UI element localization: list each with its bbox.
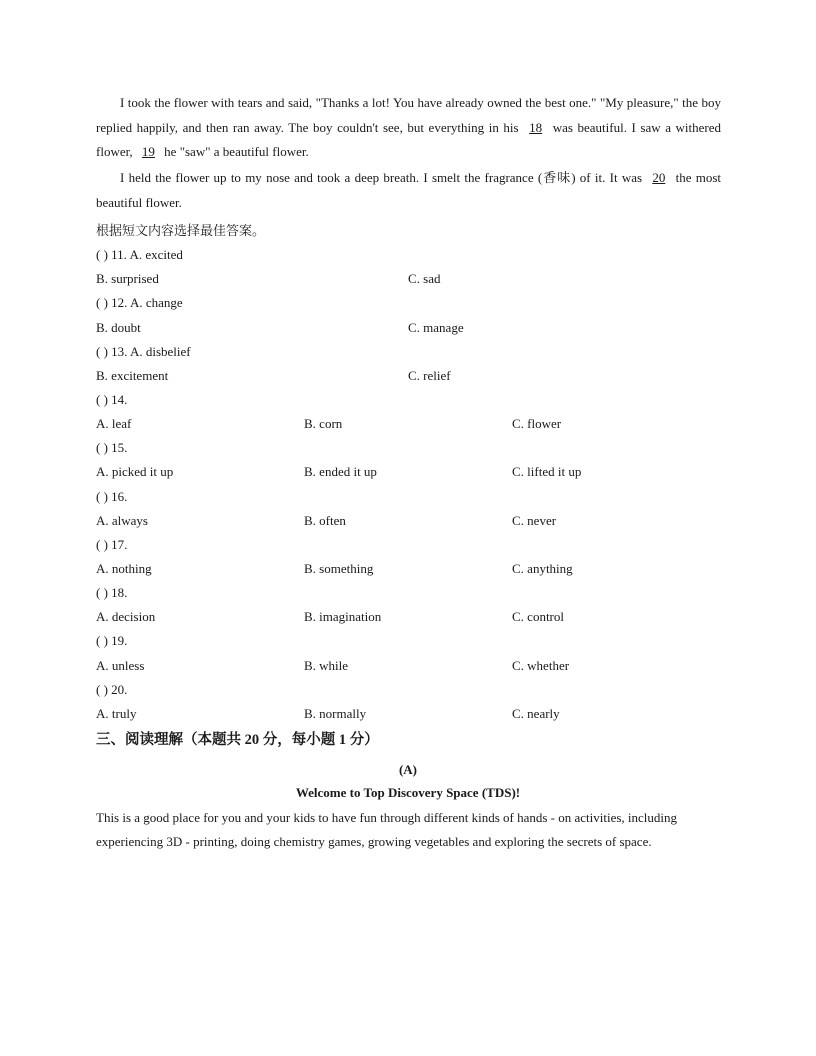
question-16-stem: ( ) 16. [96, 489, 128, 504]
question-18-option-a: A. decision [96, 609, 156, 624]
question-18-stem: ( ) 18. [96, 585, 128, 600]
passage-heading: Welcome to Top Discovery Space (TDS)! [295, 785, 521, 800]
question-19-option-a: A. unless [96, 658, 145, 673]
blank-18: 18 [529, 119, 543, 135]
question-13-option-b: B. excitement [96, 368, 169, 383]
paragraph-text: the most beautiful flower. [96, 170, 722, 210]
question-19-stem: ( ) 19. [96, 633, 128, 648]
question-17-option-b: B. something [304, 561, 374, 576]
question-11-option-c: C. sad [408, 271, 441, 286]
question-16-option-c: C. never [512, 513, 557, 528]
question-11-stem: ( ) 11. A. excited [96, 247, 183, 262]
question-20-option-a: A. truly [96, 706, 137, 721]
question-14-stem: ( ) 14. [96, 392, 128, 407]
passage-paragraph-1 [96, 91, 721, 165]
question-14-option-c: C. flower [512, 416, 562, 431]
question-16-option-a: A. always [96, 513, 148, 528]
blank-19: 19 [141, 144, 155, 159]
section-title: 三、阅读理解（本题共 20 分，每小题 1 分） [96, 732, 379, 748]
question-15-option-c: C. lifted it up [512, 464, 582, 479]
question-19-option-b: B. while [304, 658, 349, 673]
question-12-stem: ( ) 12. A. change [96, 295, 183, 310]
question-20-option-c: C. nearly [512, 706, 560, 721]
question-20-stem: ( ) 20. [96, 682, 128, 697]
question-19-option-c: C. whether [512, 658, 570, 673]
question-14-option-a: A. leaf [96, 416, 132, 431]
question-13-stem: ( ) 13. A. disbelief [96, 344, 191, 359]
question-18-option-c: C. control [512, 609, 564, 624]
question-18-option-b: B. imagination [304, 609, 382, 624]
question-15-option-b: B. ended it up [304, 464, 377, 479]
question-17-option-a: A. nothing [96, 561, 152, 576]
question-14-option-b: B. corn [304, 416, 343, 431]
blank-20: 20 [652, 170, 666, 185]
passage-paragraph-2 [96, 166, 721, 215]
question-13-option-c: C. relief [408, 368, 451, 383]
part-label: (A) [398, 762, 418, 777]
question-12-option-c: C. manage [408, 320, 464, 335]
question-12-option-b: B. doubt [96, 320, 141, 335]
paragraph-text: I took the flower with tears and said, "Thanks a lot! You have already owned the best one." "My pleasure," the boy replied happily, and then ran away. The boy couldn't see, but everything in his [96, 95, 721, 135]
question-15-option-a: A. picked it up [96, 464, 174, 479]
question-20-option-b: B. normally [304, 706, 367, 721]
passage-body: This is a good place for you and your kids to have fun through different kinds of hands - on activities, including experiencing 3D - printing, doing chemistry games, growing vegetables and exploring the secrets of space. [96, 810, 678, 850]
question-15-stem: ( ) 15. [96, 440, 128, 455]
question-17-option-c: C. anything [512, 561, 573, 576]
question-17-stem: ( ) 17. [96, 537, 128, 552]
paragraph-text: I held the flower up to my nose and took a deep breath. I smelt the fragrance (香味) of it. It was [120, 170, 643, 185]
instruction-text: 根据短文内容选择最佳答案。 [96, 223, 266, 238]
paragraph-text: was beautiful. I saw a withered flower, [96, 119, 722, 159]
paragraph-text: he "saw" a beautiful flower. [164, 144, 309, 159]
question-11-option-b: B. surprised [96, 271, 159, 286]
question-16-option-b: B. often [304, 513, 346, 528]
